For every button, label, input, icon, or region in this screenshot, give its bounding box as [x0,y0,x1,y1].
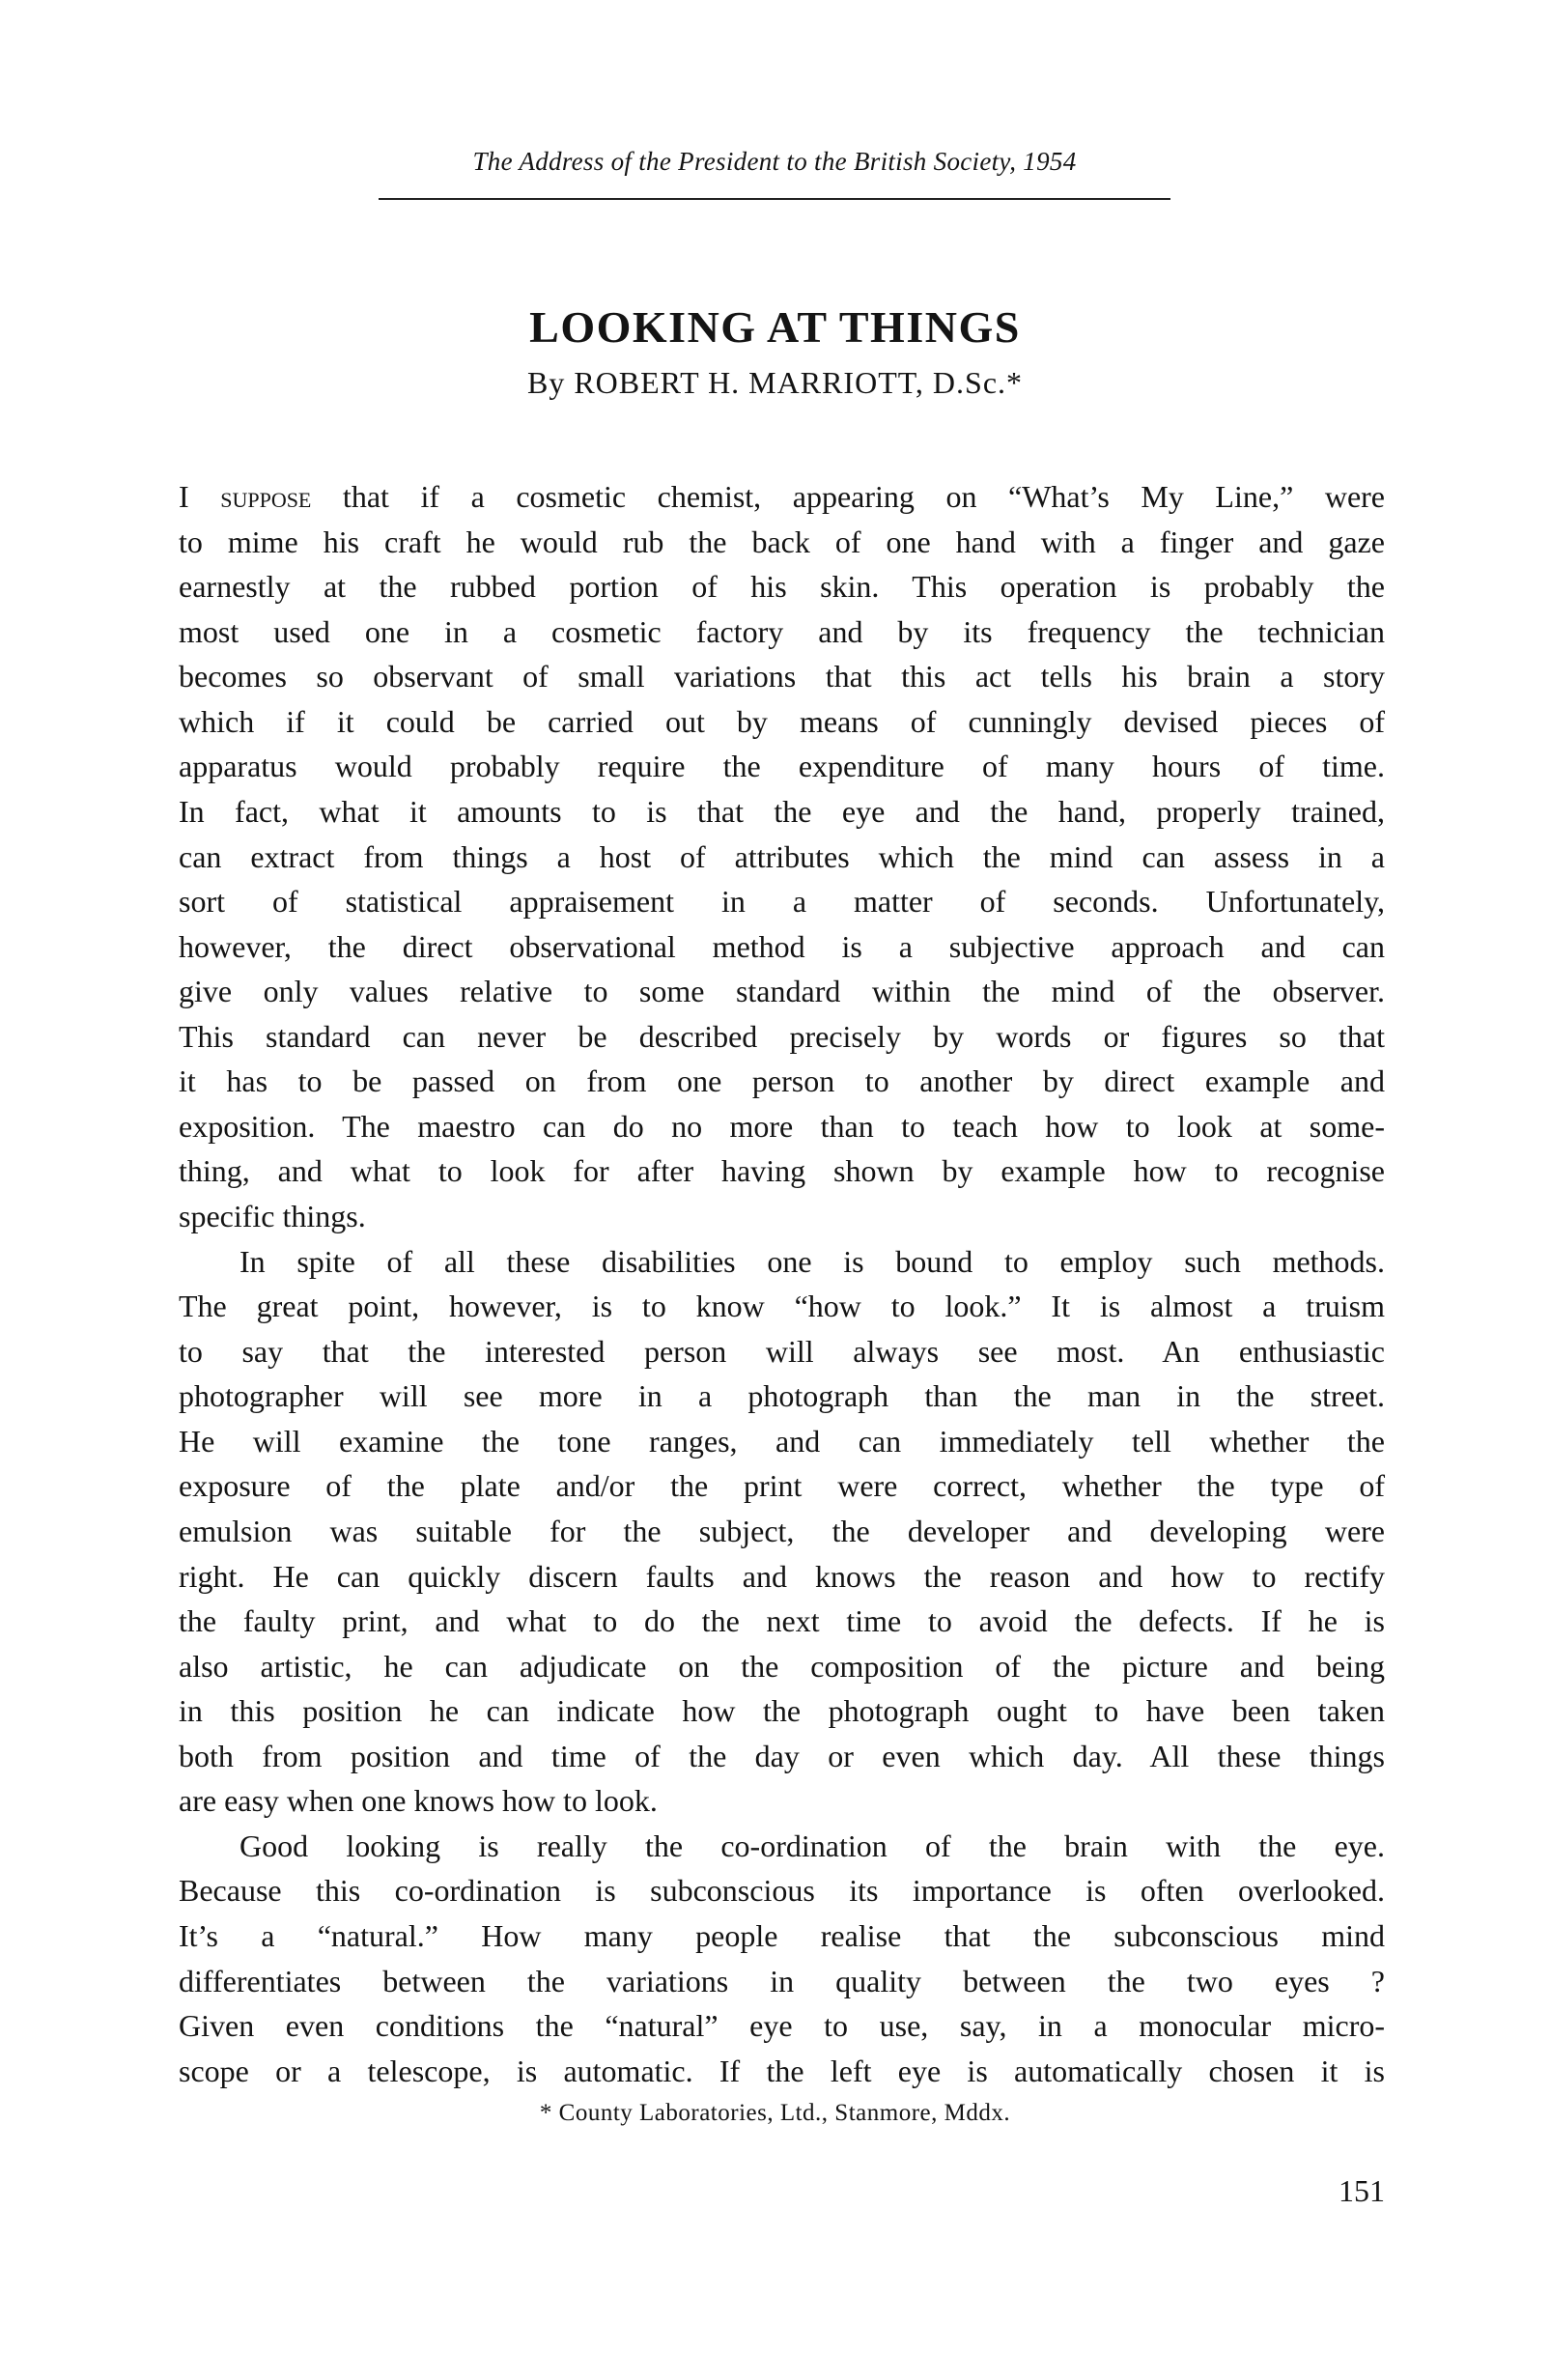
text-line: exposure of the plate and/or the print were correct, whether the type of [179,1468,1385,1504]
text-line: exposition. The maestro can do no more than to teach how to look at some- [179,1108,1385,1144]
text-line: In spite of all these disabilities one is bound to employ such methods. [240,1243,1385,1279]
text-line: differentiates between the variations in quality between the two eyes ? [179,1963,1385,1998]
text-line: the faulty print, and what to do the next time to avoid the defects. If he is [179,1603,1385,1639]
text-line: which if it could be carried out by means of cunningly devised pieces of [179,703,1385,739]
smallcaps-word: suppose [220,479,312,514]
text-line: to say that the interested person will always see most. An enthusiastic [179,1333,1385,1369]
text-line: emulsion was suitable for the subject, the developer and developing were [179,1513,1385,1548]
text-line: It’s a “natural.” How many people realise that the subconscious mind [179,1918,1385,1953]
text-line: can extract from things a host of attributes which the mind can assess in a [179,838,1385,874]
first-word: I [179,479,221,514]
text-line: Good looking is really the co-ordination of the brain with the eye. [240,1828,1385,1863]
text-line: This standard can never be described precisely by words or figures so that [179,1018,1385,1054]
running-head: The Address of the President to the British Society, 1954 [472,147,1077,176]
text-line: give only values relative to some standard within the mind of the observer. [179,974,1385,1009]
text-line: Given even conditions the “natural” eye to use, say, in a monocular micro- [179,2008,1385,2044]
text-line: both from position and time of the day or even which day. All these things [179,1738,1385,1773]
text-line: it has to be passed on from one person to another by direct example and [179,1063,1385,1099]
paragraph [179,474,1385,1239]
text-line: also artistic, he can adjudicate on the composition of the picture and being [179,1648,1385,1684]
paragraph [179,1239,1385,1824]
text-line: scope or a telescope, is automatic. If the left eye is automatically chosen it is [179,2053,1385,2088]
paragraph [179,1824,1385,2093]
text-line: The great point, however, is to know “how to look.” It is almost a truism [179,1289,1385,1324]
text-line: specific things. [179,1199,366,1233]
footnote: * County Laboratories, Ltd., Stanmore, Mddx. [539,2100,1011,2126]
text-line [179,474,1385,520]
text-line: to mime his craft he would rub the back of one hand with a finger and gaze [179,524,1385,559]
text-line: right. He can quickly discern faults and knows the reason and how to rectify [179,1558,1385,1594]
text-line: He will examine the tone ranges, and can immediately tell whether the [179,1423,1385,1459]
text-line: earnestly at the rubbed portion of his skin. This operation is probably the [179,569,1385,605]
page-number: 151 [1339,2173,1385,2208]
header-rule [379,198,1170,200]
text-line: sort of statistical appraisement in a matter of seconds. Unfortunately, [179,884,1385,920]
text-line: are easy when one knows how to look. [179,1783,658,1819]
text-line: In fact, what it amounts to is that the eye and the hand, properly trained, [179,793,1385,829]
text-line: becomes so observant of small variations that this act tells his brain a story [179,659,1385,694]
author-byline: By ROBERT H. MARRIOTT, D.Sc.* [526,365,1024,400]
article-body [179,474,1385,2093]
text-line: most used one in a cosmetic factory and by its frequency the technician [179,613,1385,649]
text-line: Because this co-ordination is subconscious its importance is often overlooked. [179,1873,1385,1909]
text-line: however, the direct observational method is a subjective approach and can [179,928,1385,964]
text-line: photographer will see more in a photograph than the man in the street. [179,1378,1385,1414]
article-title: LOOKING AT THINGS [529,302,1021,352]
text-line: apparatus would probably require the expenditure of many hours of time. [179,749,1385,784]
line-rest: that if a cosmetic chemist, appearing on “What’s My Line,” were [311,479,1386,514]
text-line: in this position he can indicate how the photograph ought to have been taken [179,1693,1385,1729]
text-line: thing, and what to look for after having shown by example how to recognise [179,1153,1385,1189]
